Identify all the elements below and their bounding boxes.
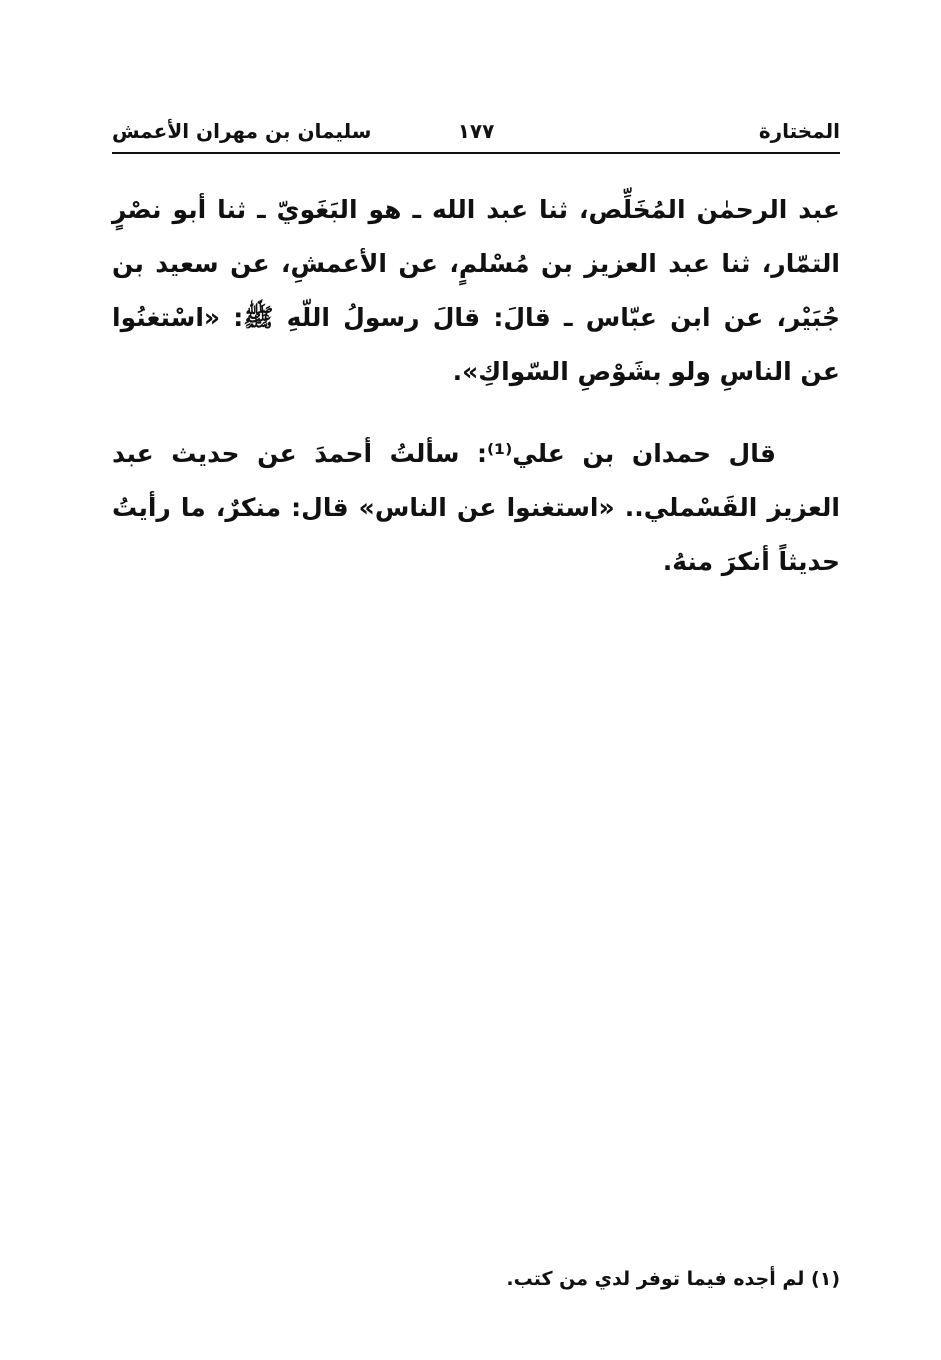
- header-divider: [112, 152, 840, 154]
- running-header: [112, 116, 840, 150]
- book-title: المختارة: [758, 119, 840, 143]
- commentary-paragraph: قال حمدان بن علي⁽¹⁾: سألتُ أحمدَ عن حديث عبد العزيز القَسْملي.. «استغنوا عن الناس» قال: منكرٌ، ما رأيتُ حديثاً أنكرَ منهُ.: [112, 439, 840, 576]
- main-text: [112, 183, 840, 589]
- footnote: (١) لم أجده فيما توفر لدي من كتب.: [506, 1268, 840, 1290]
- hadith-paragraph: عبد الرحمٰن المُخَلِّص، ثنا عبد الله ـ هو البَغَويّ ـ ثنا أبو نصْرٍ التمّار، ثنا عبد العزيز بن مُسْلمٍ، عن الأعمشِ، عن سعيد بن جُبَيْر، عن ابن عبّاس ـ قالَ: قالَ رسولُ اللّهِ ﷺ: «اسْتغنُوا عن الناسِ ولو بشَوْصِ السّواكِ».: [112, 195, 840, 386]
- section-title: سليمان بن مهران الأعمش: [112, 119, 372, 143]
- page-number: ١٧٧: [457, 119, 495, 143]
